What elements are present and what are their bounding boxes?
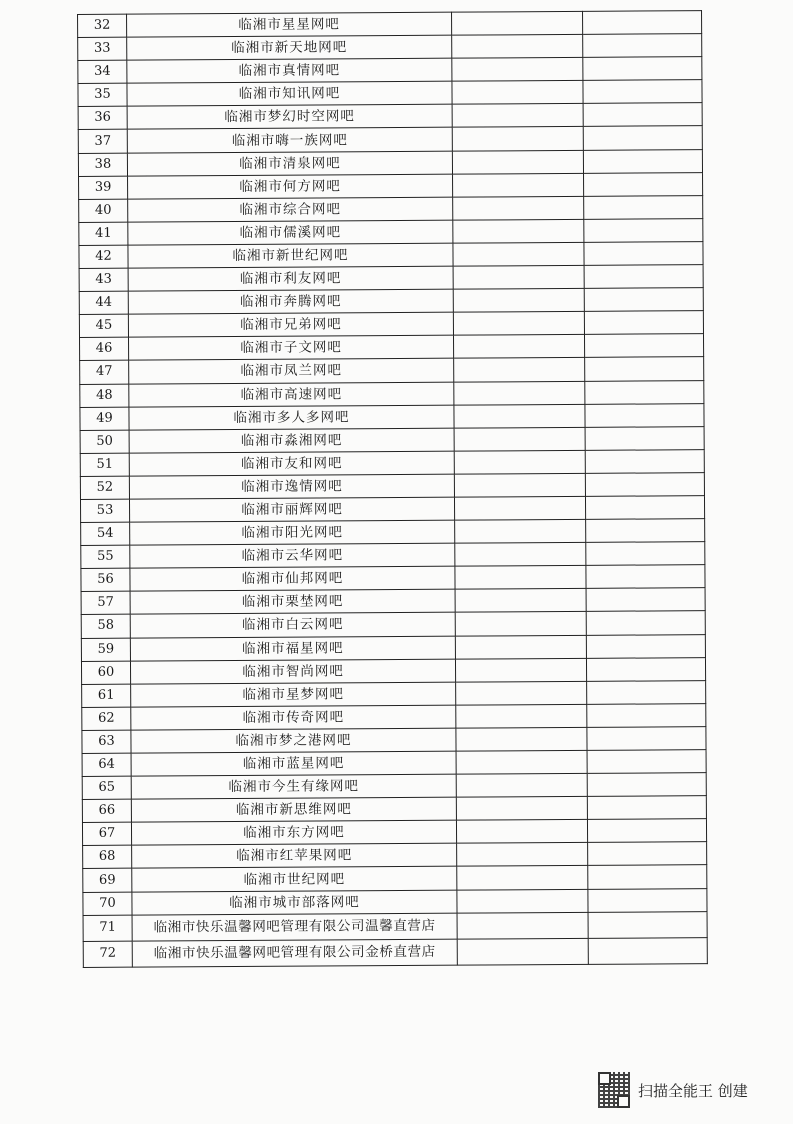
business-name: 临湘市多人多网吧 <box>129 405 454 430</box>
scanner-watermark <box>598 1072 748 1108</box>
row-number: 54 <box>81 522 130 545</box>
business-name: 临湘市白云网吧 <box>130 613 455 638</box>
row-number: 40 <box>79 199 128 222</box>
business-name: 临湘市今生有缘网吧 <box>131 774 456 799</box>
empty-cell <box>584 242 703 266</box>
empty-cell <box>588 911 707 938</box>
empty-cell <box>452 127 583 151</box>
business-name: 临湘市阳光网吧 <box>130 520 455 545</box>
row-number: 61 <box>82 684 131 707</box>
business-name: 临湘市新世纪网吧 <box>128 243 453 268</box>
empty-cell <box>454 358 585 382</box>
empty-cell <box>584 172 703 196</box>
row-number: 71 <box>83 915 132 941</box>
business-name: 临湘市城市部落网吧 <box>132 890 457 915</box>
business-name: 临湘市星梦网吧 <box>131 682 456 707</box>
row-number: 34 <box>78 60 127 83</box>
business-name: 临湘市新天地网吧 <box>127 35 452 60</box>
empty-cell <box>455 612 586 636</box>
empty-cell <box>453 242 584 266</box>
empty-cell <box>585 473 704 497</box>
empty-cell <box>587 680 706 704</box>
empty-cell <box>453 219 584 243</box>
row-number: 38 <box>78 153 127 176</box>
qr-code-icon <box>598 1072 630 1108</box>
row-number: 59 <box>81 638 130 661</box>
business-name: 临湘市利友网吧 <box>128 266 453 291</box>
empty-cell <box>455 519 586 543</box>
row-number: 35 <box>78 83 127 106</box>
empty-cell <box>455 543 586 567</box>
business-name: 临湘市梦之港网吧 <box>131 728 456 753</box>
row-number: 70 <box>83 892 132 915</box>
business-name: 临湘市凤兰网吧 <box>129 359 454 384</box>
business-name: 临湘市逸情网吧 <box>129 474 454 499</box>
business-name: 临湘市友和网吧 <box>129 451 454 476</box>
business-name: 临湘市清泉网吧 <box>127 151 452 176</box>
empty-cell <box>586 542 705 566</box>
business-name: 临湘市传奇网吧 <box>131 705 456 730</box>
table-row <box>83 911 707 941</box>
row-number: 60 <box>81 661 130 684</box>
row-number: 33 <box>78 37 127 60</box>
row-number: 46 <box>80 337 129 360</box>
empty-cell <box>585 403 704 427</box>
business-name: 临湘市快乐温馨网吧管理有限公司金桥直营店 <box>132 939 457 967</box>
row-number: 41 <box>79 222 128 245</box>
empty-cell <box>588 888 707 912</box>
empty-cell <box>457 938 588 965</box>
empty-cell <box>457 843 588 867</box>
row-number: 36 <box>78 107 127 130</box>
business-name: 临湘市栗埜网吧 <box>130 590 455 615</box>
empty-cell <box>454 427 585 451</box>
business-name: 临湘市智尚网吧 <box>130 659 455 684</box>
empty-cell <box>588 842 707 866</box>
empty-cell <box>583 11 702 35</box>
empty-cell <box>454 473 585 497</box>
empty-cell <box>583 149 702 173</box>
empty-cell <box>456 681 587 705</box>
row-number: 64 <box>82 753 131 776</box>
business-name: 临湘市世纪网吧 <box>132 867 457 892</box>
empty-cell <box>588 865 707 889</box>
row-number: 56 <box>81 568 130 591</box>
row-number: 67 <box>82 822 131 845</box>
row-number: 68 <box>83 846 132 869</box>
empty-cell <box>453 265 584 289</box>
row-number: 49 <box>80 407 129 430</box>
empty-cell <box>453 288 584 312</box>
empty-cell <box>586 519 705 543</box>
netcafe-table <box>77 10 708 967</box>
empty-cell <box>454 496 585 520</box>
business-name: 临湘市何方网吧 <box>128 174 453 199</box>
row-number: 62 <box>82 707 131 730</box>
row-number: 47 <box>80 361 129 384</box>
empty-cell <box>583 34 702 58</box>
business-name: 临湘市淼湘网吧 <box>129 428 454 453</box>
row-number: 51 <box>80 453 129 476</box>
table-row <box>83 937 707 967</box>
empty-cell <box>587 819 706 843</box>
row-number: 63 <box>82 730 131 753</box>
business-name: 临湘市福星网吧 <box>130 636 455 661</box>
empty-cell <box>456 820 587 844</box>
empty-cell <box>587 796 706 820</box>
row-number: 50 <box>80 430 129 453</box>
empty-cell <box>586 657 705 681</box>
empty-cell <box>587 703 706 727</box>
row-number: 52 <box>80 476 129 499</box>
empty-cell <box>585 496 704 520</box>
row-number: 72 <box>83 941 132 967</box>
table-body <box>78 11 708 967</box>
business-name: 临湘市云华网吧 <box>130 543 455 568</box>
row-number: 57 <box>81 591 130 614</box>
row-number: 55 <box>81 545 130 568</box>
row-number: 53 <box>80 499 129 522</box>
empty-cell <box>456 750 587 774</box>
row-number: 44 <box>79 291 128 314</box>
empty-cell <box>586 634 705 658</box>
empty-cell <box>585 449 704 473</box>
row-number: 66 <box>82 799 131 822</box>
business-name: 临湘市仙邦网吧 <box>130 566 455 591</box>
empty-cell <box>453 196 584 220</box>
business-name: 临湘市高速网吧 <box>129 382 454 407</box>
empty-cell <box>453 312 584 336</box>
business-name: 临湘市嗨一族网吧 <box>127 128 452 153</box>
empty-cell <box>453 173 584 197</box>
empty-cell <box>454 450 585 474</box>
empty-cell <box>453 335 584 359</box>
empty-cell <box>588 937 707 964</box>
empty-cell <box>455 658 586 682</box>
empty-cell <box>457 889 588 913</box>
empty-cell <box>457 912 588 939</box>
row-number: 48 <box>80 384 129 407</box>
empty-cell <box>586 565 705 589</box>
empty-cell <box>586 588 705 612</box>
business-name: 临湘市丽辉网吧 <box>129 497 454 522</box>
empty-cell <box>452 81 583 105</box>
empty-cell <box>583 103 702 127</box>
business-name: 临湘市真情网吧 <box>127 58 452 83</box>
empty-cell <box>452 104 583 128</box>
row-number: 42 <box>79 245 128 268</box>
empty-cell <box>585 426 704 450</box>
empty-cell <box>584 311 703 335</box>
empty-cell <box>456 773 587 797</box>
business-name: 临湘市子文网吧 <box>129 335 454 360</box>
business-name: 临湘市儒溪网吧 <box>128 220 453 245</box>
empty-cell <box>452 11 583 35</box>
row-number: 58 <box>81 615 130 638</box>
empty-cell <box>584 218 703 242</box>
row-number: 69 <box>83 869 132 892</box>
business-name: 临湘市蓝星网吧 <box>131 751 456 776</box>
row-number: 32 <box>78 14 127 37</box>
empty-cell <box>456 704 587 728</box>
empty-cell <box>454 404 585 428</box>
empty-cell <box>452 34 583 58</box>
empty-cell <box>587 750 706 774</box>
business-name: 临湘市新思维网吧 <box>131 797 456 822</box>
empty-cell <box>456 727 587 751</box>
empty-cell <box>452 150 583 174</box>
empty-cell <box>586 611 705 635</box>
empty-cell <box>456 797 587 821</box>
business-name: 临湘市兄弟网吧 <box>128 312 453 337</box>
empty-cell <box>457 866 588 890</box>
empty-cell <box>455 566 586 590</box>
empty-cell <box>585 357 704 381</box>
business-name: 临湘市星星网吧 <box>127 12 452 37</box>
empty-cell <box>584 265 703 289</box>
empty-cell <box>587 727 706 751</box>
business-name: 临湘市东方网吧 <box>131 820 456 845</box>
empty-cell <box>452 58 583 82</box>
row-number: 37 <box>78 130 127 153</box>
row-number: 65 <box>82 776 131 799</box>
empty-cell <box>585 380 704 404</box>
row-number: 39 <box>79 176 128 199</box>
empty-cell <box>587 773 706 797</box>
watermark-text: 扫描全能王 创建 <box>638 1081 748 1100</box>
business-name: 临湘市综合网吧 <box>128 197 453 222</box>
business-name: 临湘市奔腾网吧 <box>128 289 453 314</box>
business-name: 临湘市知讯网吧 <box>127 81 452 106</box>
empty-cell <box>583 80 702 104</box>
empty-cell <box>584 288 703 312</box>
row-number: 45 <box>79 314 128 337</box>
empty-cell <box>584 195 703 219</box>
empty-cell <box>584 334 703 358</box>
empty-cell <box>454 381 585 405</box>
business-name: 临湘市红苹果网吧 <box>132 844 457 869</box>
empty-cell <box>455 589 586 613</box>
empty-cell <box>583 126 702 150</box>
row-number: 43 <box>79 268 128 291</box>
business-name: 临湘市梦幻时空网吧 <box>127 105 452 130</box>
empty-cell <box>455 635 586 659</box>
business-name: 临湘市快乐温馨网吧管理有限公司温馨直营店 <box>132 913 457 941</box>
empty-cell <box>583 57 702 81</box>
